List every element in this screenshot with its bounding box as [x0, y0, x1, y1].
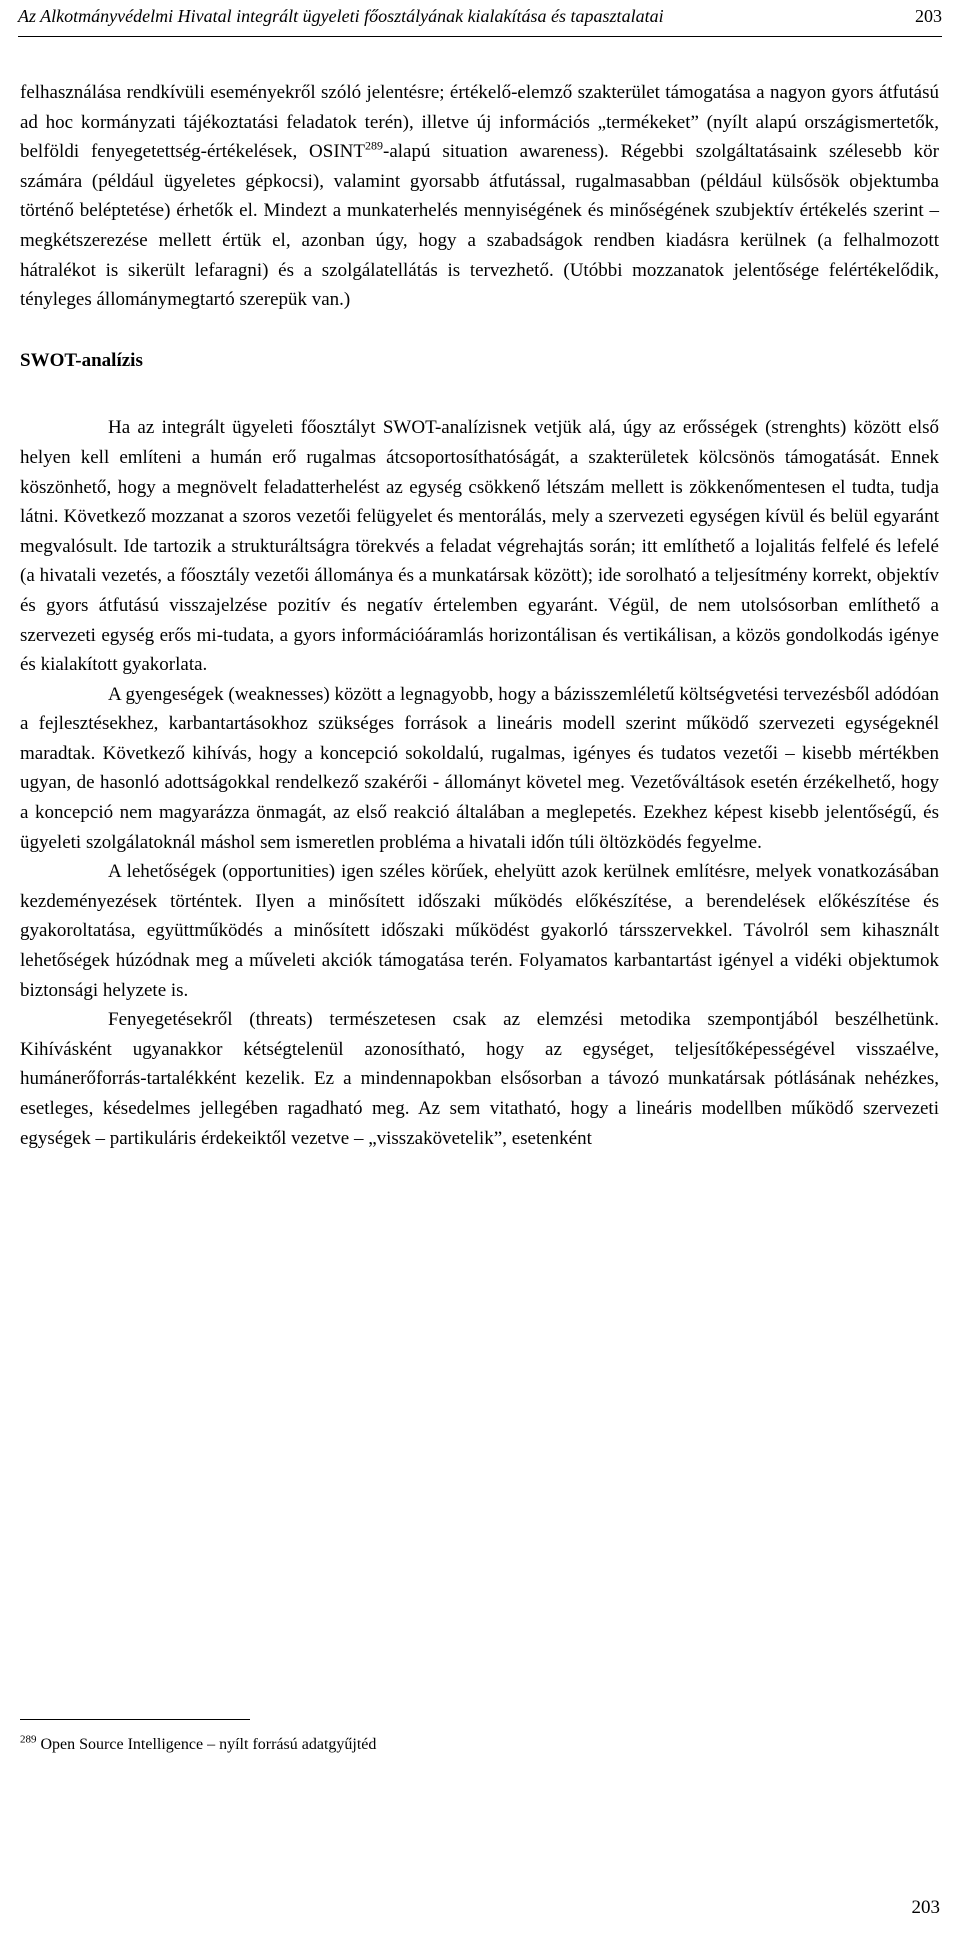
paragraph-weaknesses: A gyengeségek (weaknesses) között a legnagyobb, hogy a bázisszemléletű költségvetési tervezésből adódóan a fejlesztésekhez, karbantartásokhoz szükséges források a lineáris modell szerint működő szervezeti egységeknél maradtak. Következő kihívás, hogy a koncepció sokoldalú, rugalmas, igényes és tudatos vezetői – kisebb mértékben ugyan, de hasonló adottságokkal rendelkező szakérői - állományt követel meg. Vezetőváltások esetén érzékelhető, hogy a koncepció nem magyarázza önmagát, az első reakció általában a meglepetés. Ezekhez képest kisebb jelentőségű, és ügyeleti szolgálatoknál máshol sem ismeretlen probléma a hivatali időn túli öltözködés fegyelme.: [20, 683, 939, 853]
header-title: Az Alkotmányvédelmi Hivatal integrált ügyeleti főosztályának kialakítása és tapasztalatai: [18, 6, 664, 26]
section-heading: SWOT-analízis: [20, 349, 143, 371]
paragraph-1: [20, 78, 939, 315]
footnote: [20, 1734, 376, 1756]
footnote-divider: [20, 1719, 250, 1720]
footnote-reference[interactable]: 289: [365, 138, 383, 153]
footnote-text: Open Source Intelligence – nyílt forrású adatgyűjtéd: [40, 1736, 377, 1753]
footer-page-number: 203: [911, 1897, 940, 1918]
running-header: [18, 2, 942, 37]
header-page-number: 203: [915, 6, 942, 26]
paragraph-1-part-b: -alapú situation awareness). Régebbi szolgáltatásaink szélesebb kör számára (például ügyeletes gépkocsi), valamint gyorsabb átfutással, rugalmasabban (például külsősök objektumba történő beléptetése) érhetők el. Mindezt a munkaterhelés mennyiségének és minőségének szubjektív értékelés szerint – megkétszerezése mellett értük el, azonban úgy, hogy a szabadságok rendben kiadásra kerülnek (a felhalmozott hátralékot is sikerült lefaragni) és a szolgálatellátás is tervezhető. (Utóbbi mozzanatok jelentősége felértékelődik, tényleges állománymegtartó szerepük van.): [20, 141, 939, 311]
paragraph-opportunities: A lehetőségek (opportunities) igen széles körűek, ehelyütt azok kerülnek említésre, melyek vonatkozásában kezdeményezések történtek. Ilyen a minősített időszaki működés előkészítése, a berendelések előkészítése és gyakoroltatása, együttműködés a minősített időszaki működést gyakorló társszervekkel. Távolról sem kihasznált lehetőségek húzódnak meg a műveleti akciók támogatása terén. Folyamatos karbantartást igényel a vidéki objektumok biztonsági helyzete is.: [20, 861, 939, 1001]
footnote-number: 289: [20, 1733, 37, 1746]
paragraph-threats: Fenyegetésekről (threats) természetesen csak az elemzési metodika szempontjából beszélhetünk. Kihívásként ugyanakkor kétségtelenül azonosítható, hogy az egységet, teljesítőképességével visszaélve, humánerőforrás-tartalékként kezelik. Ez a mindennapokban elsősorban a távozó munkatársak pótlásának nehézkes, esetleges, késedelmes jellegében ragadható meg. Az sem vitatható, hogy a lineáris modellben működő szervezeti egységek – partikuláris érdekeiktől vezetve – „visszakövetelik”, esetenként: [20, 1009, 939, 1149]
body-text: [20, 78, 939, 1153]
paragraph-strengths: Ha az integrált ügyeleti főosztályt SWOT-analízisnek vetjük alá, úgy az erősségek (strenghts) között első helyen kell említeni a humán erő rugalmas átcsoportosíthatóságát, a szakterületek kölcsönös támogatását. Ennek köszönhető, hogy a megnövelt feladatterhelést az egység csökkenő létszám mellett is zökkenőmentesen el tudta, tudja látni. Következő mozzanat a szoros vezetői felügyelet és mentorálás, mely a szervezeti egységen kívül és belül egyaránt megvalósult. Ide tartozik a strukturáltságra törekvés a feladat végrehajtás során; itt említhető a lojalitás felfelé és lefelé (a hivatali vezetés, a főosztály vezetői állománya és a munkatársak között); ide sorolható a teljesítmény korrekt, objektív és gyors átfutású visszajelzése pozitív és negatív értelemben egyaránt. Végül, de nem utolsósorban említhető a szervezeti egység erős mi-tudata, a gyors információáramlás horizontálisan és vertikálisan, a közös gondolkodás igénye és kialakított gyakorlata.: [20, 417, 939, 676]
paragraph-1-part-a: felhasználása rendkívüli eseményekről szóló jelentésre; értékelő-elemző szakterület támogatása a nagyon gyors átfutású ad hoc kormányzati tájékoztatási feladatok terén), illetve új információs „termékeket” (nyílt alapú országismertetők, belföldi fenyegetettség-értékelések, OSINT: [20, 82, 939, 163]
